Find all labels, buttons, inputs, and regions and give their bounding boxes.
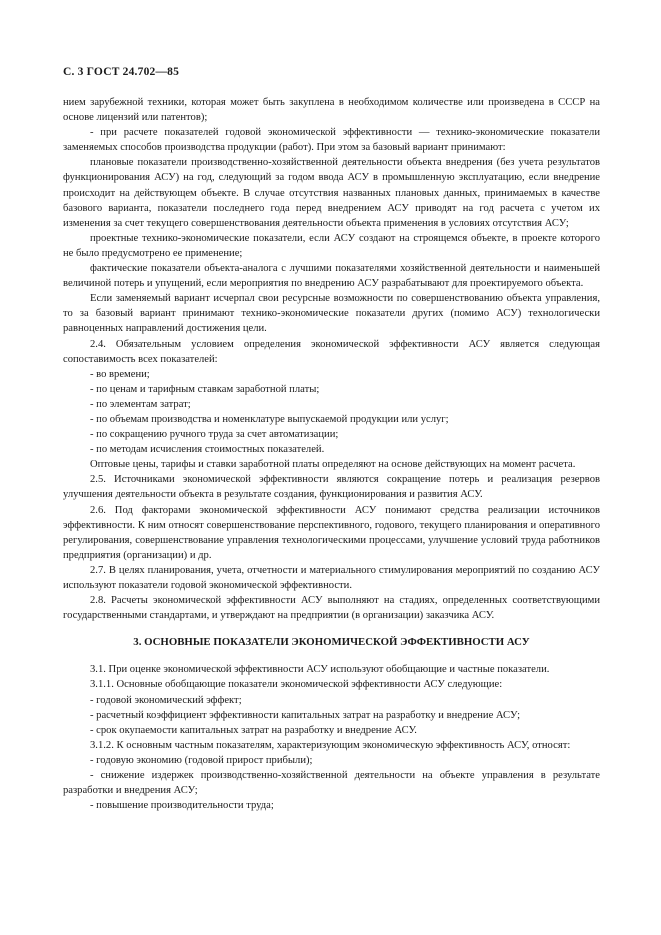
paragraph: 2.4. Обязательным условием определения экономической эффективности АСУ является следующая сопоставимость всех показателей: [63, 338, 600, 365]
document-body [63, 95, 600, 813]
paragraph: фактические показатели объекта-аналога с лучшими показателями хозяйственной деятельности и наименьшей величиной потерь и упущений, если мероприятия по внедрению АСУ разрабатывают для проектируемого объекта. [63, 263, 600, 290]
paragraph: проектные технико-экономические показатели, если АСУ создают на строящемся объекте, в проекте которого не было предусмотрено ее применение; [63, 232, 600, 259]
paragraph: 3.1.1. Основные обобщающие показатели экономической эффективности АСУ следующие: [90, 679, 503, 691]
paragraph: плановые показатели производственно-хозяйственной деятельности объекта внедрения (без учета результатов функционирования АСУ) на год, следующий за годом ввода АСУ в промышленную эксплуатацию, если внедрение происходит на действующем объекте. В случае отсутствия названных плановых данных, принимаемых в качестве базового варианта, показатели последнего года перед внедрением АСУ приводят на год расчета с учетом их изменения за счет текущего совершенствования деятельности объекта применения в условиях отсутствия АСУ; [63, 157, 600, 229]
list-item: - повышение производительности труда; [90, 800, 274, 812]
list-item: - по элементам затрат; [90, 398, 191, 410]
list-item: - по сокращению ручного труда за счет автоматизации; [90, 429, 339, 441]
paragraph: - при расчете показателей годовой экономической эффективности — технико-экономические показатели заменяемых способов производства продукции (работ). При этом за базовый вариант принимают: [63, 127, 600, 154]
list-item: - годовую экономию (годовой прирост прибыли); [90, 754, 313, 766]
list-item: - годовой экономический эффект; [90, 694, 242, 706]
paragraph: 2.5. Источниками экономической эффективности являются сокращение потерь и реализация резервов улучшения деятельности объекта в результате создания, функционирования и развития АСУ. [63, 474, 600, 501]
paragraph: 2.7. В целях планирования, учета, отчетности и материального стимулирования мероприятий по созданию АСУ используют показатели годовой экономической эффективности. [63, 564, 600, 591]
paragraph: 2.6. Под факторами экономической эффективности АСУ понимают средства реализации источников эффективности. К ним относят совершенствование перспективного, годового, текущего планирования и оперативного регулирования, совершенствование управления технологическими процессами, улучшение условий труда работников предприятия (организации) и др. [63, 504, 600, 561]
paragraph: Если заменяемый вариант исчерпал свои ресурсные возможности по совершенствованию объекта управления, то за базовый вариант принимают технико-экономические показатели других (помимо АСУ) технологически равноценных направлений достижения цели. [63, 293, 600, 335]
list-item: - расчетный коэффициент эффективности капитальных затрат на разработку и внедрение АСУ; [90, 709, 521, 721]
paragraph: 3.1. При оценке экономической эффективности АСУ используют обобщающие и частные показатели. [90, 664, 550, 676]
page-header: С. 3 ГОСТ 24.702—85 [63, 66, 180, 78]
paragraph: 2.8. Расчеты экономической эффективности АСУ выполняют на стадиях, определенных соответствующими государственными стандартами, и утверждают на предприятии (в организации) заказчика АСУ. [63, 595, 600, 622]
list-item: - срок окупаемости капитальных затрат на разработку и внедрение АСУ. [90, 724, 417, 736]
paragraph: Оптовые цены, тарифы и ставки заработной платы определяют на основе действующих на момент расчета. [90, 459, 576, 471]
section-title: 3. ОСНОВНЫЕ ПОКАЗАТЕЛИ ЭКОНОМИЧЕСКОЙ ЭФФЕКТИВНОСТИ АСУ [133, 636, 530, 649]
list-item: - по объемам производства и номенклатуре выпускаемой продукции или услуг; [90, 413, 449, 425]
list-item: - снижение издержек производственно-хозяйственной деятельности на объекте управления в результате разработки и внедрения АСУ; [63, 770, 600, 797]
list-item: - по ценам и тарифным ставкам заработной платы; [90, 383, 320, 395]
list-item: - по методам исчисления стоимостных показателей. [90, 444, 325, 456]
paragraph: нием зарубежной техники, которая может быть закуплена в необходимом количестве или произведена в СССР на основе лицензий или патентов); [63, 97, 600, 124]
list-item: - во времени; [90, 368, 150, 380]
paragraph: 3.1.2. К основным частным показателям, характеризующим экономическую эффективность АСУ, относят: [90, 739, 571, 751]
